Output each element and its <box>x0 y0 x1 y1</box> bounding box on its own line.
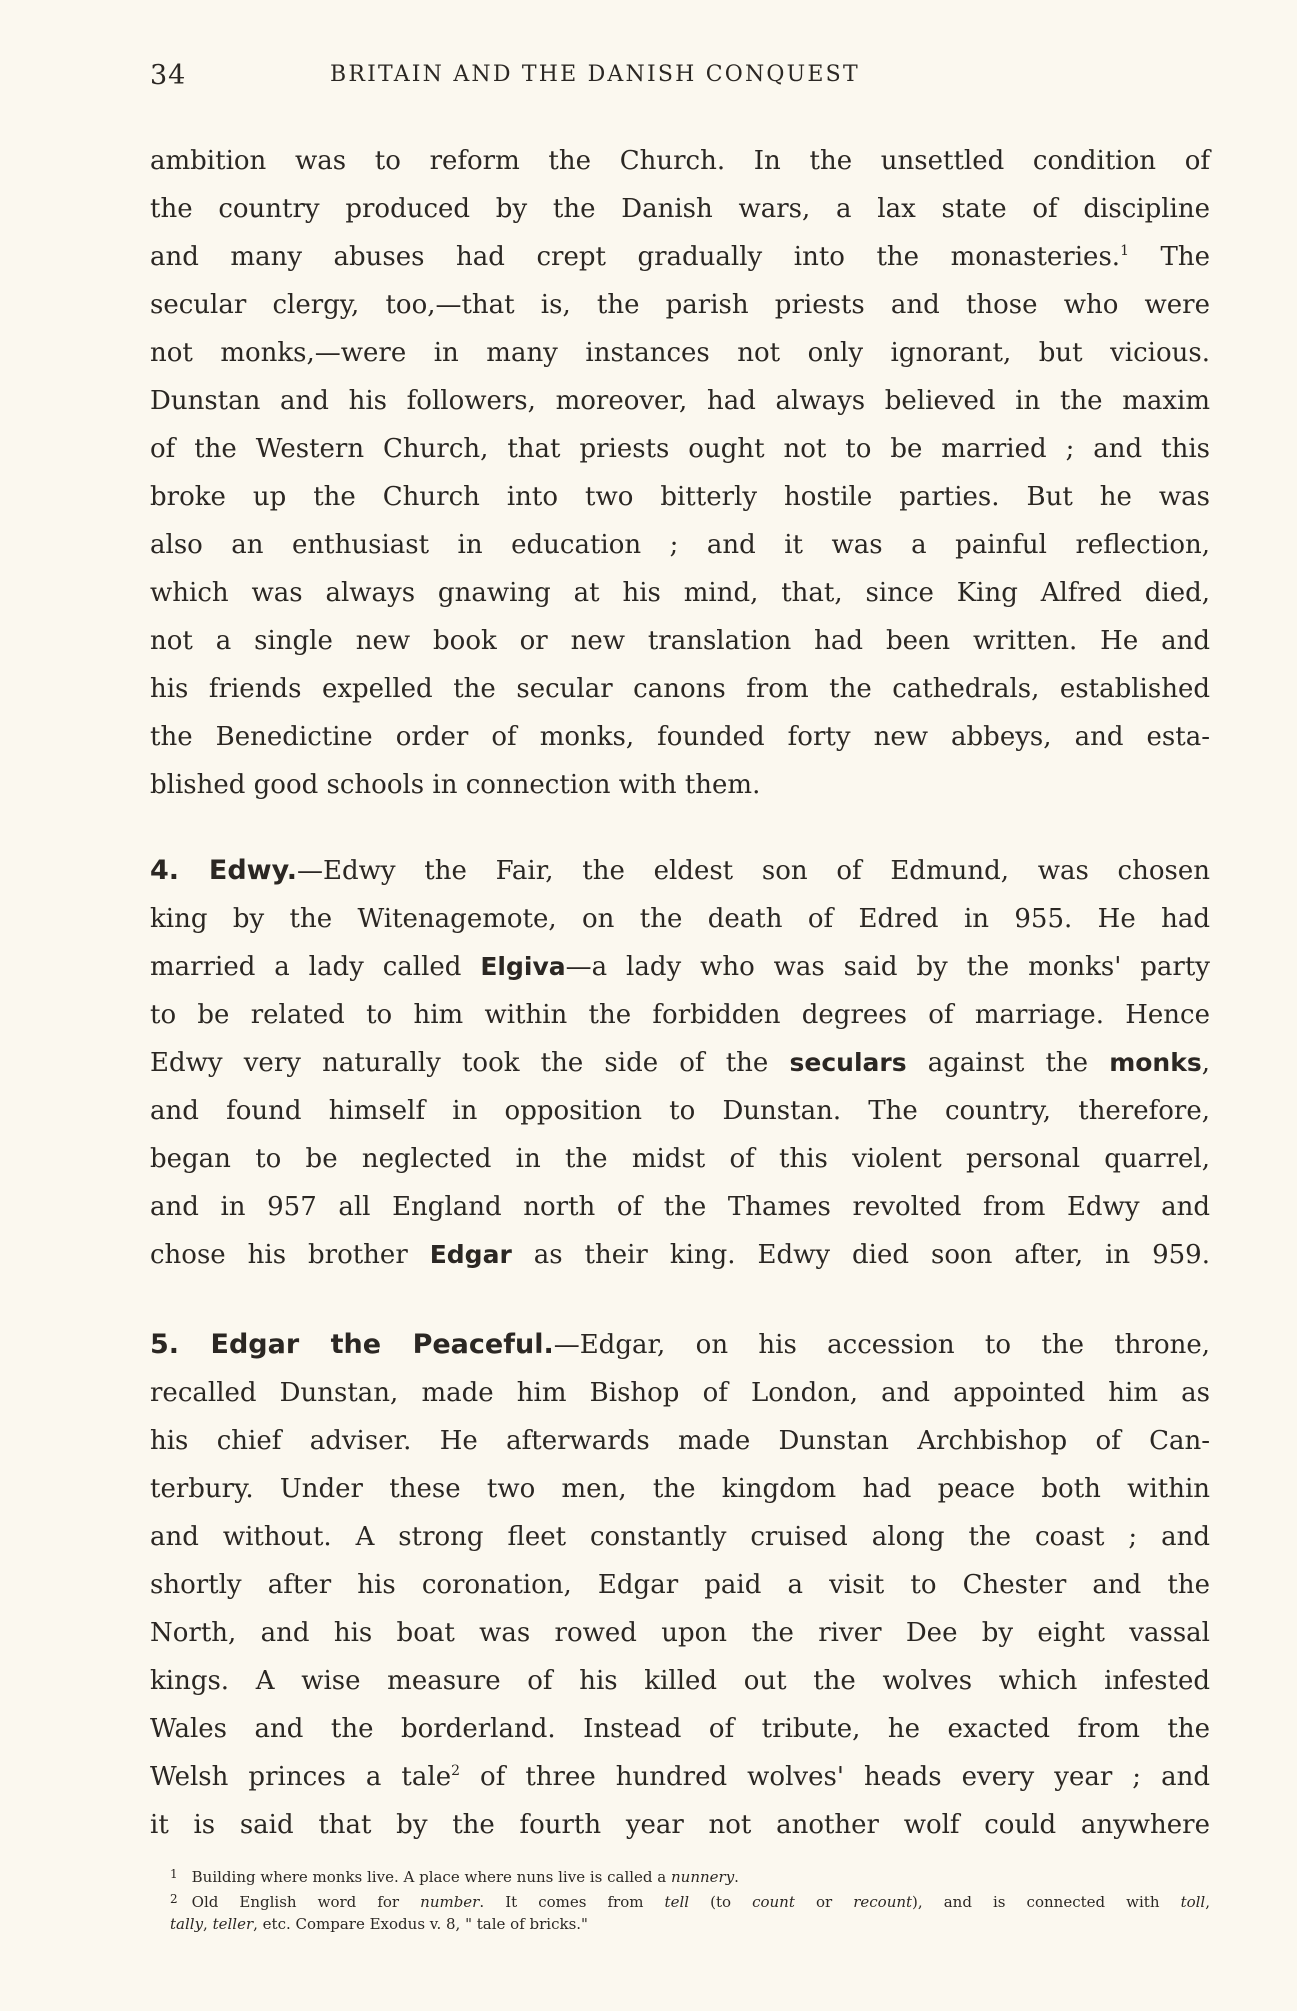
text-span: , <box>1201 1048 1210 1078</box>
text-line: his chief adviser. He afterwards made Dunstan Archbishop of Can- <box>150 1426 1210 1456</box>
text-line: Wales and the borderland. Instead of tribute, he exacted from the <box>150 1714 1210 1744</box>
text-line <box>150 1039 1210 1087</box>
text-line: his friends expelled the secular canons from the cathedrals, established <box>150 674 1210 704</box>
text-span: and many abuses had crept gradually into the monasteries. <box>150 242 1121 272</box>
text-line: and in 957 all England north of the Thames revolted from Edwy and <box>150 1192 1210 1222</box>
text-line: of the Western Church, that priests ought not to be married ; and this <box>150 434 1210 464</box>
footnote-italic: nunnery <box>671 1868 735 1886</box>
term-elgiva: Elgiva <box>480 952 566 981</box>
page-number: 34 <box>150 60 187 91</box>
paragraph-gap <box>150 1279 1210 1321</box>
footnote-text: or <box>794 1893 854 1911</box>
footnote-text: , etc. Compare Exodus v. 8, " tale of bricks." <box>253 1915 588 1933</box>
text-span: The <box>1128 242 1210 272</box>
text-line <box>150 233 1210 281</box>
footnote-text: Building where monks live. A place where nuns live is called a <box>191 1868 671 1886</box>
text-span: of three hundred wolves' heads every year ; and <box>460 1762 1210 1792</box>
footnote-text: . <box>734 1868 739 1886</box>
footnote-italic: tell <box>664 1893 690 1911</box>
text-line <box>150 1321 1210 1369</box>
text-line: ambition was to reform the Church. In the unsettled condition of <box>150 146 1210 176</box>
text-span: chose his brother <box>150 1240 430 1270</box>
text-span: —a lady who was said by the monks' party <box>565 952 1210 982</box>
text-line: king by the Witenagemote, on the death of Edred in 955. He had <box>150 904 1210 934</box>
footnote-number: 2 <box>170 1892 178 1906</box>
text-span: as their king. Edwy died soon after, in 959. <box>511 1240 1210 1270</box>
footnote-italic: toll <box>1180 1893 1206 1911</box>
footnotes <box>170 1862 1210 1937</box>
footnote-2 <box>170 1887 1210 1912</box>
text-line <box>150 1231 1210 1279</box>
text-line: the Benedictine order of monks, founded forty new abbeys, and esta- <box>150 722 1210 752</box>
text-line: shortly after his coronation, Edgar paid a visit to Chester and the <box>150 1570 1210 1600</box>
text-line: not a single new book or new translation had been written. He and <box>150 626 1210 656</box>
footnote-text: (to <box>689 1893 753 1911</box>
text-line <box>150 847 1210 895</box>
footnote-text: , <box>1205 1893 1210 1911</box>
footnote-italic: recount <box>853 1893 913 1911</box>
text-span: against the <box>906 1048 1110 1078</box>
text-line: Dunstan and his followers, moreover, had always believed in the maxim <box>150 386 1210 416</box>
footnote-italic: tally <box>170 1915 204 1933</box>
text-span: married a lady called <box>150 952 481 982</box>
text-line: the country produced by the Danish wars, a lax state of discipline <box>150 194 1210 224</box>
text-line: kings. A wise measure of his killed out the wolves which infested <box>150 1666 1210 1696</box>
footnote-text: , <box>203 1915 213 1933</box>
paragraph-gap <box>150 809 1210 847</box>
footnote-text: . It comes from <box>479 1893 665 1911</box>
footnote-marker: 1 <box>1120 243 1129 259</box>
section-heading-edgar: 5. Edgar the Peaceful. <box>150 1329 554 1360</box>
running-title: BRITAIN AND THE DANISH CONQUEST <box>330 62 860 87</box>
section-heading-edwy: 4. Edwy. <box>150 855 298 886</box>
text-line: and without. A strong fleet constantly cruised along the coast ; and <box>150 1522 1210 1552</box>
text-line: North, and his boat was rowed upon the river Dee by eight vassal <box>150 1618 1210 1648</box>
text-line: which was always gnawing at his mind, that, since King Alfred died, <box>150 578 1210 608</box>
footnote-text: ), and is connected with <box>912 1893 1181 1911</box>
footnote-italic: number <box>420 1893 480 1911</box>
text-span: Edwy very naturally took the side of the <box>150 1048 790 1078</box>
text-span: —Edgar, on his accession to the throne, <box>553 1330 1210 1360</box>
text-line: and found himself in opposition to Dunstan. The country, therefore, <box>150 1096 1210 1126</box>
text-line: to be related to him within the forbidden degrees of marriage. Hence <box>150 1000 1210 1030</box>
text-line: broke up the Church into two bitterly hostile parties. But he was <box>150 482 1210 512</box>
footnote-italic: teller <box>212 1915 254 1933</box>
footnote-marker: 2 <box>451 1763 461 1779</box>
footnote-text: Old English word for <box>191 1893 421 1911</box>
term-monks: monks <box>1109 1048 1202 1077</box>
text-line <box>150 943 1210 991</box>
term-edgar: Edgar <box>429 1240 512 1269</box>
text-line: also an enthusiast in education ; and it was a painful reflection, <box>150 530 1210 560</box>
text-line: secular clergy, too,—that is, the parish priests and those who were <box>150 290 1210 320</box>
term-seculars: seculars <box>789 1048 907 1077</box>
text-span: —Edwy the Fair, the eldest son of Edmund, was chosen <box>297 856 1210 886</box>
footnote-2-continued <box>170 1912 1210 1937</box>
text-line: not monks,—were in many instances not only ignorant, but vicious. <box>150 338 1210 368</box>
text-line: recalled Dunstan, made him Bishop of London, and appointed him as <box>150 1378 1210 1408</box>
footnote-1 <box>170 1862 1210 1887</box>
text-line <box>150 1753 1210 1801</box>
text-span: Welsh princes a tale <box>150 1762 452 1792</box>
body-text <box>150 137 1210 1849</box>
footnote-italic: count <box>752 1893 795 1911</box>
footnote-number: 1 <box>170 1867 178 1881</box>
text-line: it is said that by the fourth year not another wolf could anywhere <box>150 1810 1210 1840</box>
text-line: blished good schools in connection with them. <box>150 770 761 800</box>
text-line: began to be neglected in the midst of this violent personal quarrel, <box>150 1144 1210 1174</box>
text-line: terbury. Under these two men, the kingdom had peace both within <box>150 1474 1210 1504</box>
page-header <box>150 60 1220 100</box>
